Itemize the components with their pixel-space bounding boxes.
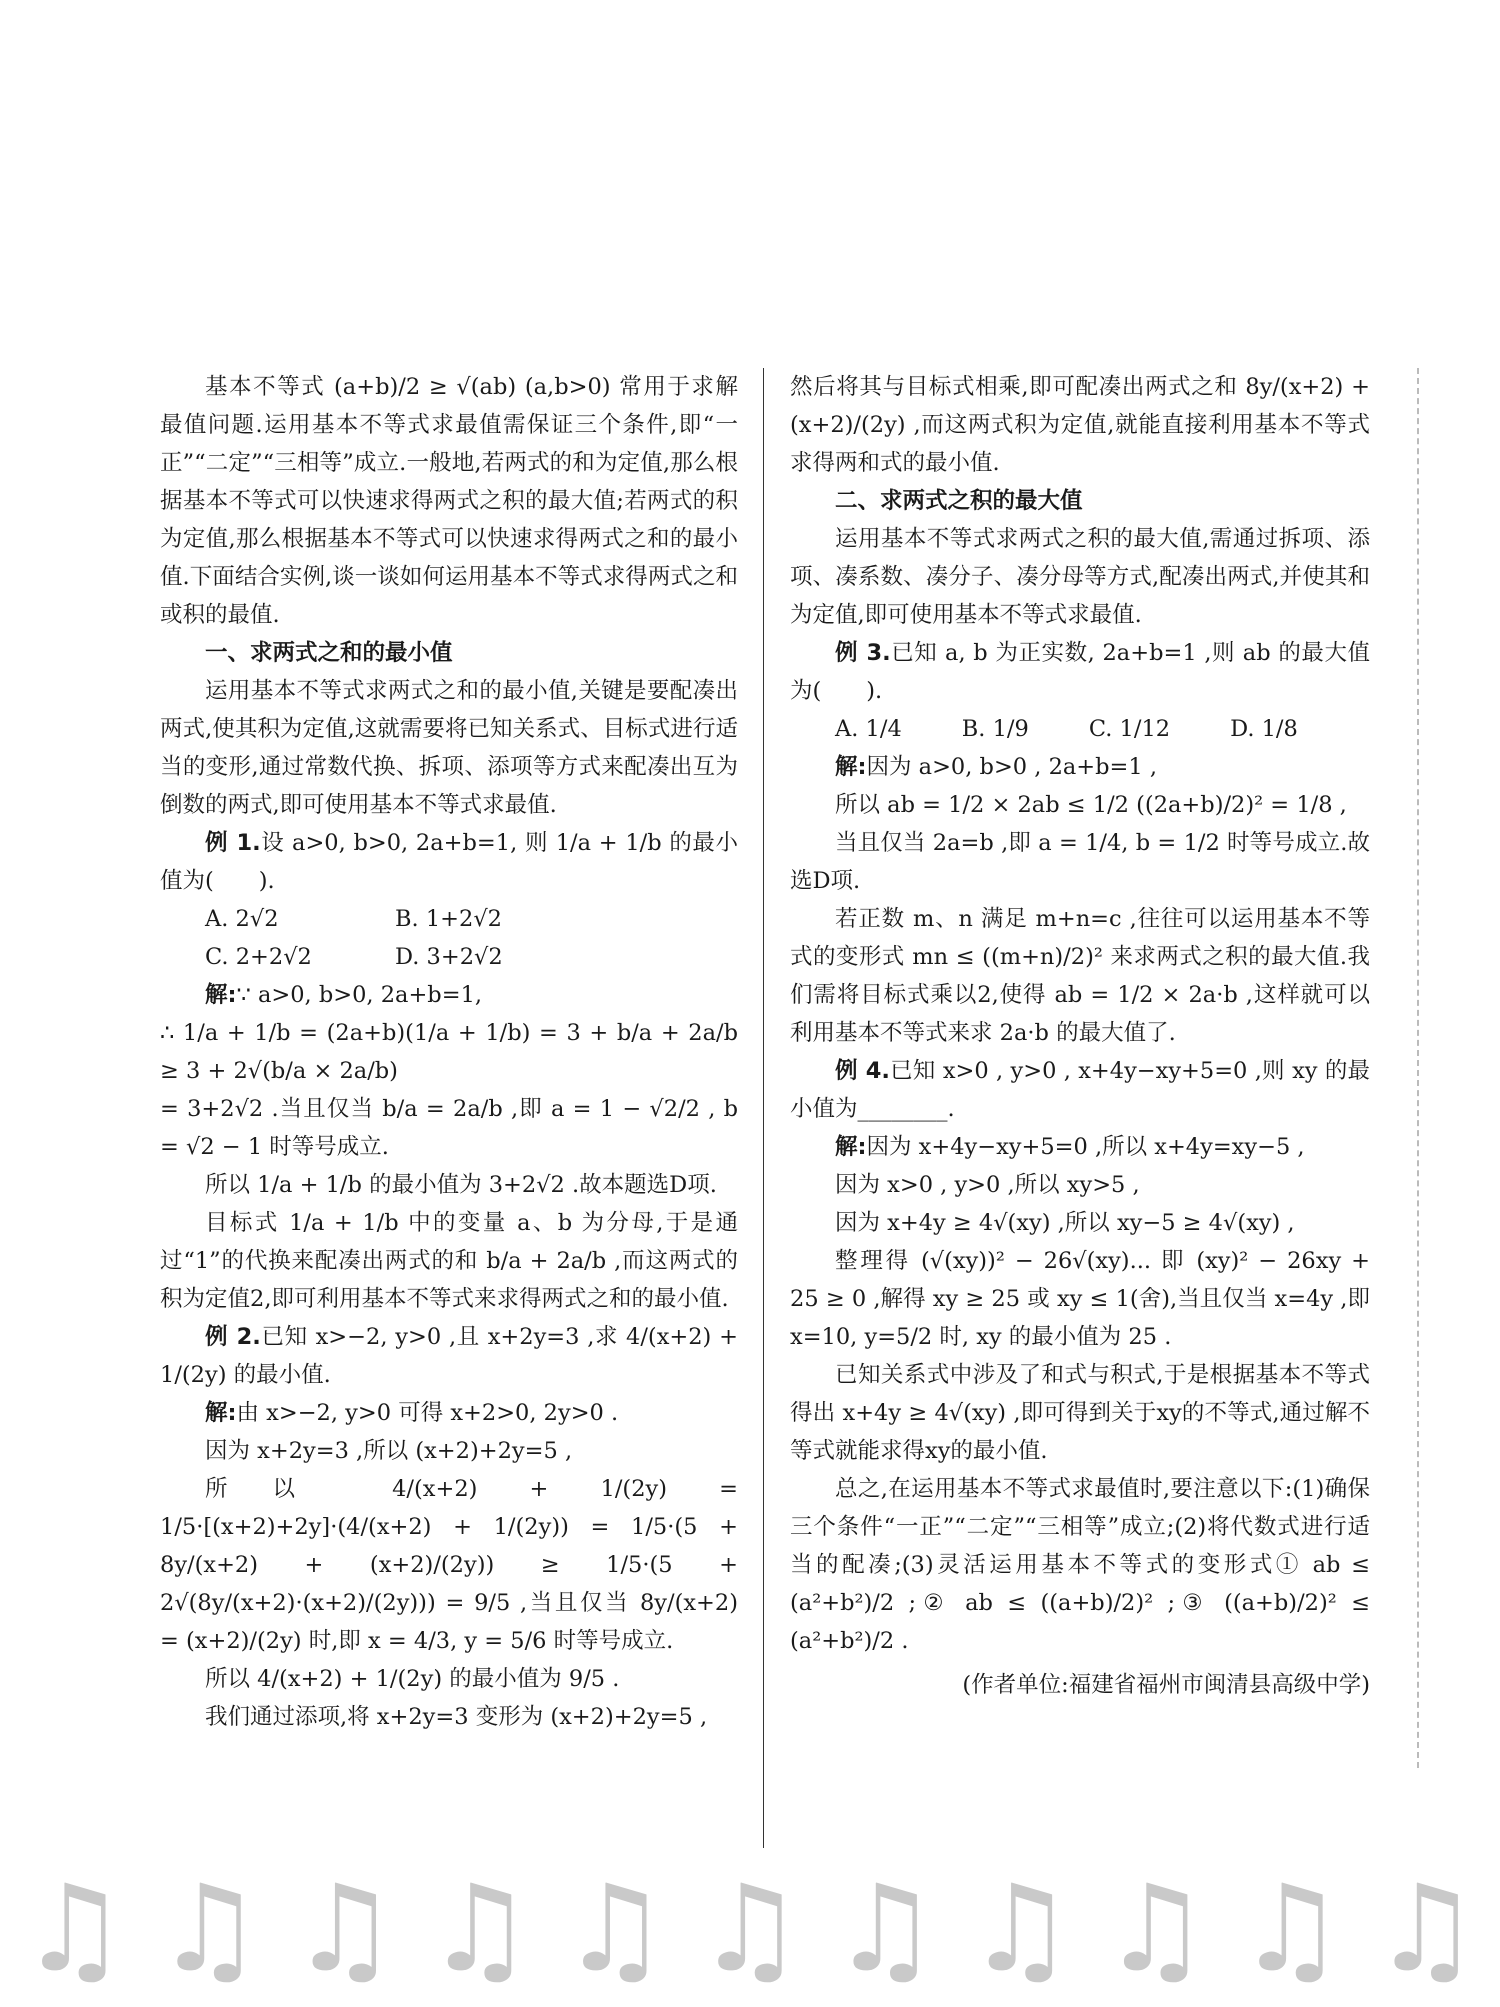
paragraph: 已知关系式中涉及了和式与积式,于是根据基本不等式得出 x+4y ≥ 4√(xy) ,即可得到关于xy的不等式,通过解不等式就能求得xy的最小值. — [790, 1362, 1370, 1464]
example-text: 已知 x>−2, y>0 ,且 x+2y=3 ,求 4/(x+2) + 1/(2y) 的最小值. — [160, 1324, 738, 1388]
solution-text: ∵ a>0, b>0, 2a+b=1, — [236, 982, 483, 1008]
solution-line: 所以 1/a + 1/b 的最小值为 3+2√2 .故本题选D项. — [205, 1172, 717, 1198]
example-label: 例 1. — [205, 830, 261, 856]
music-note-icon: ♫ — [831, 1860, 939, 1999]
option: B. 1+2√2 — [395, 906, 502, 932]
music-note-icon: ♫ — [966, 1860, 1075, 1999]
solution-line: 因为 x+2y=3 ,所以 (x+2)+2y=5 , — [205, 1438, 573, 1464]
solution-label: 解: — [205, 1400, 237, 1426]
music-note-icon: ♫ — [425, 1860, 534, 1999]
option: C. 2+2√2 — [205, 944, 312, 970]
paragraph: 运用基本不等式求两式之和的最小值,关键是要配凑出两式,使其积为定值,这就需要将已知关系式、目标式进行适当的变形,通过常数代换、拆项、添项等方式来配凑出互为倒数的两式,即可使用基本不等式求最值. — [160, 678, 738, 818]
example-3-options — [790, 710, 1370, 748]
solution-label: 解: — [205, 982, 237, 1008]
solution-line: 所以 ab = 1/2 × 2ab ≤ 1/2 ((2a+b)/2)² = 1/8 , — [835, 792, 1347, 818]
option: C. 1/12 — [1088, 716, 1171, 742]
solution-line: 所以 4/(x+2) + 1/(2y) = 1/5·[(x+2)+2y]·(4/(x+2) + 1/(2y)) = 1/5·(5 + 8y/(x+2) + (x+2)/(2y)) ≥ 1/5·(5 + 2√(8y/(x+2)·(x+2)/(2y))) = 9/5 ,当且仅当 8y/(x+2) = (x+2)/(2y) 时,即 x = 4/3, y = 5/6 时等号成立. — [160, 1476, 738, 1654]
solution-text: 因为 a>0, b>0 , 2a+b=1 , — [866, 754, 1158, 780]
solution-text: 因为 x+4y−xy+5=0 ,所以 x+4y=xy−5 , — [866, 1134, 1305, 1160]
right-column — [790, 368, 1370, 1704]
paragraph: 目标式 1/a + 1/b 中的变量 a、b 为分母,于是通过“1”的代换来配凑出两式的和 b/a + 2a/b ,而这两式的积为定值2,即可利用基本不等式来求得两式之和的最小值. — [160, 1210, 738, 1312]
section-heading-1: 一、求两式之和的最小值 — [205, 640, 453, 666]
example-1 — [160, 824, 738, 900]
option: A. 1/4 — [835, 716, 902, 742]
example-2 — [160, 1318, 738, 1394]
paragraph: 然后将其与目标式相乘,即可配凑出两式之和 8y/(x+2) + (x+2)/(2y) ,而这两式积为定值,就能直接利用基本不等式求得两和式的最小值. — [790, 374, 1370, 476]
option: D. 1/8 — [1230, 716, 1298, 742]
example-text: 已知 x>0 , y>0 , x+4y−xy+5=0 ,则 xy 的最小值为________. — [790, 1058, 1370, 1122]
section-heading-2: 二、求两式之积的最大值 — [835, 488, 1083, 514]
music-note-icon: ♫ — [1372, 1860, 1480, 1999]
solution-line: = 3+2√2 .当且仅当 b/a = 2a/b ,即 a = 1 − √2/2 , b = √2 − 1 时等号成立. — [160, 1096, 738, 1160]
option: D. 3+2√2 — [395, 944, 503, 970]
example-label: 例 4. — [835, 1058, 890, 1084]
example-label: 例 2. — [205, 1324, 261, 1350]
solution-text: 由 x>−2, y>0 可得 x+2>0, 2y>0 . — [236, 1400, 619, 1426]
summary-paragraph: 总之,在运用基本不等式求最值时,要注意以下:(1)确保三个条件“一正”“二定”“三相等”成立;(2)将代数式进行适当的配凑;(3)灵活运用基本不等式的变形式① ab ≤ (a²+b²)/2 ;② ab ≤ ((a+b)/2)² ;③ ((a+b)/2)² ≤ (a²+b²)/2 . — [790, 1476, 1370, 1654]
music-note-icon: ♫ — [290, 1860, 399, 1999]
solution-line: 整理得 (√(xy))² − 26√(xy)... 即 (xy)² − 26xy + 25 ≥ 0 ,解得 xy ≥ 25 或 xy ≤ 1(舍),当且仅当 x=4y ,即 x=10, y=5/2 时, xy 的最小值为 25 . — [790, 1248, 1370, 1350]
solution-line — [790, 748, 1370, 786]
example-label: 例 3. — [835, 640, 891, 666]
column-divider — [763, 368, 764, 1848]
music-note-icon: ♫ — [1101, 1860, 1210, 1999]
solution-label: 解: — [835, 754, 867, 780]
solution-line: 因为 x>0 , y>0 ,所以 xy>5 , — [835, 1172, 1140, 1198]
solution-line: 因为 x+4y ≥ 4√(xy) ,所以 xy−5 ≥ 4√(xy) , — [835, 1210, 1295, 1236]
author-affiliation: (作者单位:福建省福州市闽清县高级中学) — [962, 1672, 1370, 1698]
paragraph: 我们通过添项,将 x+2y=3 变形为 (x+2)+2y=5 , — [205, 1704, 708, 1730]
solution-line — [160, 1394, 738, 1432]
example-text: 已知 a, b 为正实数, 2a+b=1 ,则 ab 的最大值为( ). — [790, 640, 1370, 704]
solution-label: 解: — [835, 1134, 867, 1160]
margin-dashed-line — [1417, 368, 1419, 1768]
example-4 — [790, 1052, 1370, 1128]
music-note-icon: ♫ — [155, 1860, 263, 1999]
solution-line: ∴ 1/a + 1/b = (2a+b)(1/a + 1/b) = 3 + b/a + 2a/b ≥ 3 + 2√(b/a × 2a/b) — [160, 1020, 738, 1084]
music-note-icon: ♫ — [560, 1860, 669, 1999]
music-note-icon: ♫ — [696, 1860, 804, 1999]
solution-line: 当且仅当 2a=b ,即 a = 1/4, b = 1/2 时等号成立.故选D项. — [790, 830, 1370, 894]
music-note-icon: ♫ — [1237, 1860, 1345, 1999]
example-text: 设 a>0, b>0, 2a+b=1, 则 1/a + 1/b 的最小值为( ). — [160, 830, 738, 894]
left-column — [160, 368, 738, 1736]
intro-paragraph: 基本不等式 (a+b)/2 ≥ √(ab) (a,b>0) 常用于求解最值问题.运用基本不等式求最值需保证三个条件,即“一正”“二定”“三相等”成立.一般地,若两式的和为定值,那么根据基本不等式可以快速求得两式之积的最大值;若两式的积为定值,那么根据基本不等式可以快速求得两式之和的最小值.下面结合实例,谈一谈如何运用基本不等式求得两式之和或积的最值. — [160, 374, 738, 628]
music-note-border — [20, 1860, 1480, 2000]
solution-line — [160, 976, 738, 1014]
example-1-options — [160, 900, 738, 976]
option: A. 2√2 — [205, 906, 279, 932]
solution-line — [790, 1128, 1370, 1166]
example-3 — [790, 634, 1370, 710]
music-note-icon: ♫ — [20, 1860, 128, 1999]
option: B. 1/9 — [961, 716, 1029, 742]
paragraph: 运用基本不等式求两式之积的最大值,需通过拆项、添项、凑系数、凑分子、凑分母等方式,配凑出两式,并使其和为定值,即可使用基本不等式求最值. — [790, 526, 1370, 628]
solution-line: 所以 4/(x+2) + 1/(2y) 的最小值为 9/5 . — [205, 1666, 620, 1692]
paragraph: 若正数 m、n 满足 m+n=c ,往往可以运用基本不等式的变形式 mn ≤ ((m+n)/2)² 来求两式之积的最大值.我们需将目标式乘以2,使得 ab = 1/2 × 2a·b ,这样就可以利用基本不等式来求 2a·b 的最大值了. — [790, 906, 1370, 1046]
